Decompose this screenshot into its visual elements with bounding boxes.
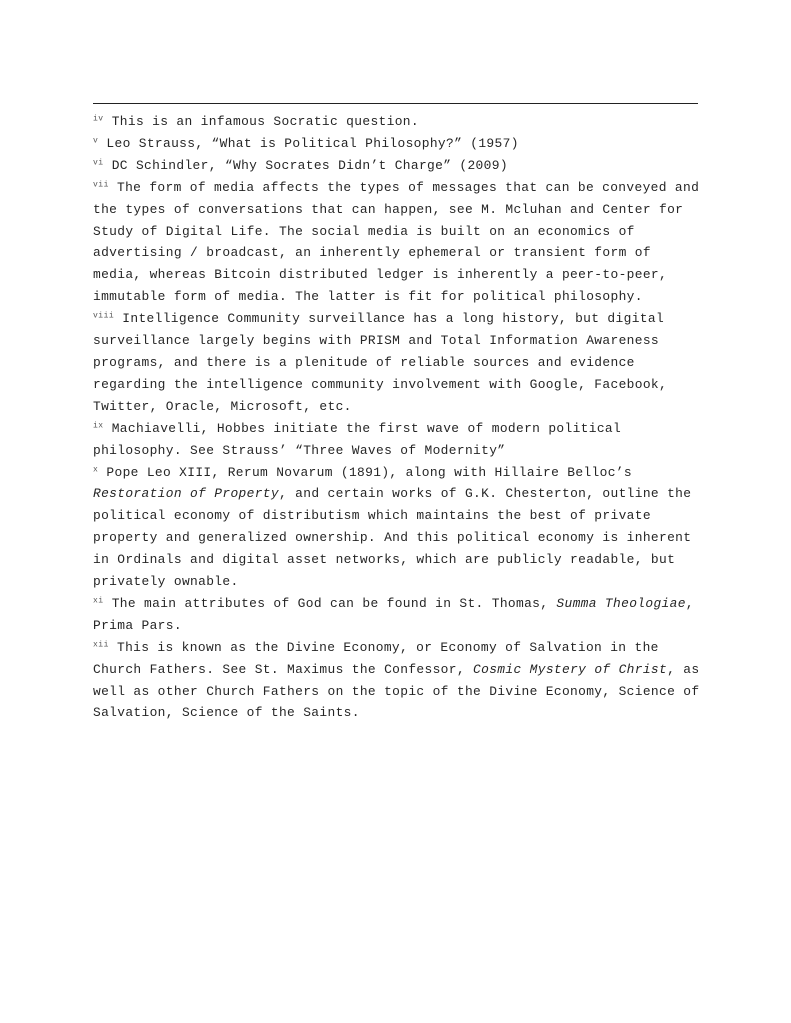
footnote-text: The form of media affects the types of messages that can be conveyed and the types of conversations that can happen, see M. Mcluhan and Center for Study of Digital Life. The social media is built on an economics of advertising / broadcast, an inherently ephemeral or transient form of media, whereas Bitcoin distributed ledger is inherently a peer-to-peer, immutable form of media. The latter is fit for political philosophy. — [93, 179, 700, 305]
footnote-separator-rule — [93, 103, 698, 104]
footnote-v — [93, 133, 701, 155]
footnote-xi — [93, 593, 701, 637]
footnote-italic-title: Summa Theologiae — [556, 595, 686, 611]
footnote-vii — [93, 177, 701, 308]
footnote-marker: ix — [93, 421, 104, 431]
footnote-x — [93, 462, 701, 593]
footnote-marker: xi — [93, 596, 104, 606]
footnote-text: Machiavelli, Hobbes initiate the first wave of modern political philosophy. See Strauss’ “Three Waves of Modernity” — [93, 420, 622, 458]
footnote-text: This is known as the Divine Economy, or Economy of Salvation in the Church Fathers. See St. Maximus the Confessor, — [93, 639, 659, 677]
footnote-marker: v — [93, 136, 99, 146]
footnote-ix — [93, 418, 701, 462]
footnote-viii — [93, 308, 701, 418]
footnote-text-continued: , and certain works of G.K. Chesterton, outline the political economy of distributism which maintains the best of private property and generalized ownership. And this political economy is inherent in Ordinals and digital asset networks, which are publicly readable, but privately ownable. — [93, 486, 692, 590]
footnote-xii — [93, 637, 701, 725]
footnote-marker: viii — [93, 311, 115, 321]
footnotes-section — [93, 111, 701, 724]
footnote-text: Intelligence Community surveillance has a long history, but digital surveillance largely begins with PRISM and Total Information Awareness programs, and there is a plenitude of reliable sources and evidence regarding the intelligence community involvement with Google, Facebook, Twitter, Oracle, Microsoft, etc. — [93, 311, 668, 414]
footnote-marker: vi — [93, 158, 104, 168]
footnote-marker: xii — [93, 640, 109, 650]
footnote-vi — [93, 155, 701, 177]
footnote-text: Leo Strauss, “What is Political Philosophy?” (1957) — [106, 135, 519, 151]
footnote-iv — [93, 111, 701, 133]
footnote-marker: iv — [93, 114, 104, 124]
footnote-text: This is an infamous Socratic question. — [111, 114, 419, 129]
footnote-text: The main attributes of God can be found in St. Thomas, — [111, 595, 549, 611]
footnote-marker: x — [93, 465, 99, 475]
footnote-text-continued: , as well as other Church Fathers on the topic of the Divine Economy, Science of Salvation, Science of the Saints. — [93, 661, 700, 721]
footnote-text: Pope Leo XIII, Rerum Novarum (1891), along with Hillaire Belloc’s — [106, 464, 632, 480]
footnote-text: DC Schindler, “Why Socrates Didn’t Charge” (2009) — [111, 157, 508, 173]
footnote-marker: vii — [93, 180, 109, 190]
footnote-text-continued: , Prima Pars. — [93, 595, 694, 633]
footnote-italic-title: Restoration of Property — [93, 486, 279, 502]
footnote-italic-title: Cosmic Mystery of Christ — [473, 661, 668, 677]
